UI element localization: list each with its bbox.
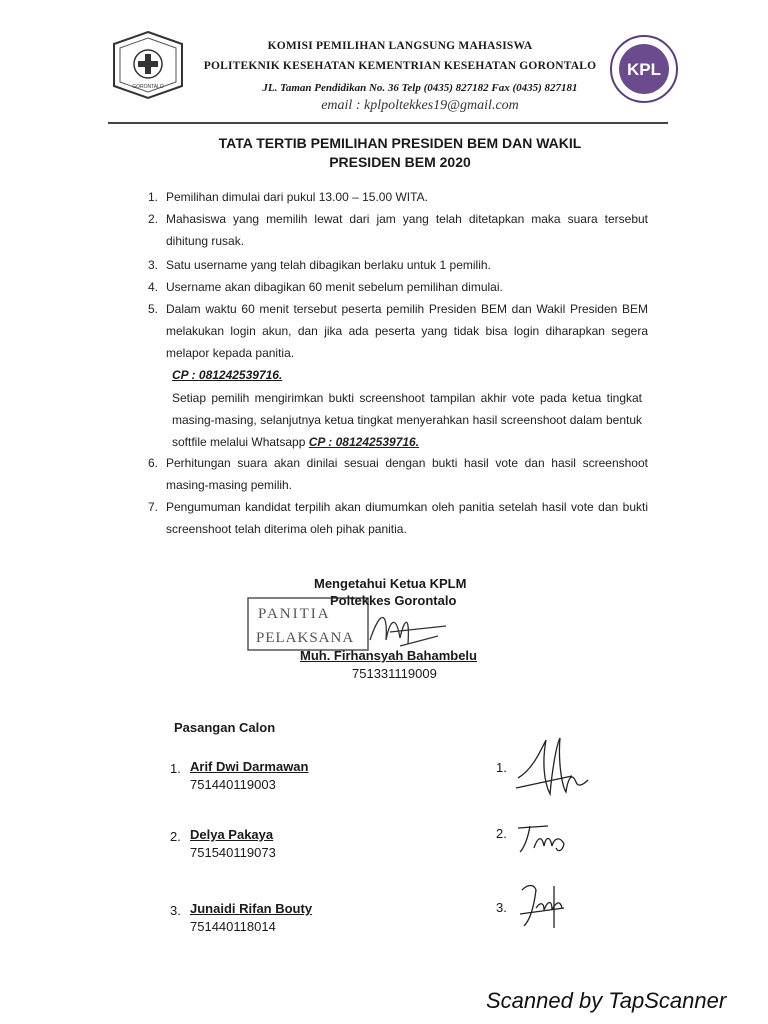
rule-text: Perhitungan suara akan dinilai sesuai dengan bukti hasil vote dan hasil screenshoot masing-masing pemilih. (166, 456, 648, 492)
rule-item (148, 276, 648, 298)
rule-item (148, 298, 648, 364)
rule-text: Mahasiswa yang memilih lewat dari jam yang telah ditetapkan maka suara tersebut dihitung rusak. (166, 212, 648, 248)
candidate-name: Arif Dwi Darmawan (190, 759, 309, 774)
rule-item (148, 208, 648, 252)
candidate-number: 3. (170, 903, 181, 918)
stamp-line-1: PANITIA (258, 606, 331, 622)
candidates-heading: Pasangan Calon (174, 720, 276, 735)
rule-number: 5. (148, 302, 159, 316)
signature-number: 2. (496, 826, 507, 841)
logo-left-text: GORONTALO (132, 84, 164, 90)
rule-number: 7. (148, 500, 159, 514)
rule-item (148, 186, 648, 208)
letterhead-line-1: KOMISI PEMILIHAN LANGSUNG MAHASISWA (267, 40, 533, 52)
candidate-signature (514, 818, 570, 858)
contact-phone-whatsapp: CP : 081242539716. (308, 435, 420, 449)
rule-item (148, 254, 648, 276)
letterhead-divider (108, 122, 668, 124)
rule-number: 2. (148, 212, 159, 226)
document-title-line-2: PRESIDEN BEM 2020 (329, 154, 471, 170)
rule-number: 1. (148, 190, 159, 204)
rule-5-extra-body: Setiap pemilih mengirimkan bukti screenshoot tampilan akhir vote pada ketua tingkat masing-masing, selanjutnya ketua tingkat menyerahkan hasil screenshoot dalam bentuk softfile melalui Whatsapp (172, 391, 642, 449)
rule-number: 3. (148, 258, 159, 272)
rule-text: Satu username yang telah dibagikan berlaku untuk 1 pemilih. (166, 258, 491, 272)
letterhead-email: email : kplpoltekkes19@gmail.com (321, 98, 519, 113)
candidate-number: 2. (170, 829, 181, 844)
rule-text: Pemilihan dimulai dari pukul 13.00 – 15.00 WITA. (166, 190, 428, 204)
signature-number: 3. (496, 900, 507, 915)
letterhead-line-2: POLITEKNIK KESEHATAN KEMENTRIAN KESEHATAN GORONTALO (203, 60, 597, 72)
contact-phone: CP : 081242539716. (172, 368, 283, 382)
candidate-nim: 751440119003 (190, 777, 276, 792)
candidate-name: Delya Pakaya (190, 827, 274, 842)
scanner-watermark: Scanned by TapScanner (486, 988, 727, 1013)
candidate-nim: 751440118014 (190, 919, 276, 934)
rule-item (148, 496, 648, 540)
approval-line-2: Poltekkes Gorontalo (330, 593, 457, 608)
chairman-nim: 751331119009 (352, 666, 437, 681)
candidate-name: Junaidi Rifan Bouty (190, 901, 313, 916)
stamp-line-2: PELAKSANA (256, 630, 355, 646)
letterhead-address: JL. Taman Pendidikan No. 36 Telp (0435) 827182 Fax (0435) 827181 (262, 82, 578, 94)
candidate-number: 1. (170, 761, 181, 776)
rule-text: Pengumuman kandidat terpilih akan diumumkan oleh panitia setelah hasil vote dan bukti screenshoot telah diterima oleh pihak panitia. (166, 500, 648, 536)
poltekkes-logo-icon (110, 30, 186, 100)
rule-number: 6. (148, 456, 159, 470)
rule-5-extra-text (172, 387, 642, 453)
rule-text: Username akan dibagikan 60 menit sebelum pemilihan dimulai. (166, 280, 503, 294)
rule-number: 4. (148, 280, 159, 294)
rule-text: Dalam waktu 60 menit tersebut peserta pemilih Presiden BEM dan Wakil Presiden BEM melakukan login akun, dan jika ada peserta yang tidak bisa login diharapkan segera melapor kepada panitia. (166, 302, 648, 360)
logo-right-text: KPL (627, 60, 661, 79)
candidate-nim: 751540119073 (190, 845, 276, 860)
candidate-signature (514, 878, 570, 934)
document-title-line-1: TATA TERTIB PEMILIHAN PRESIDEN BEM DAN WAKIL (218, 135, 582, 151)
candidate-signature (512, 732, 592, 802)
signature-number: 1. (496, 760, 507, 775)
chairman-name: Muh. Firhansyah Bahambelu (300, 648, 477, 663)
rule-item (148, 452, 648, 496)
approval-line-1: Mengetahui Ketua KPLM (314, 576, 467, 591)
